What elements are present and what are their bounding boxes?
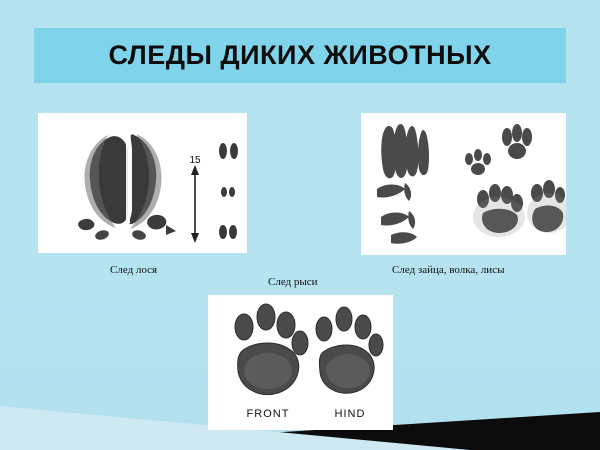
- caption-moose: След лося: [110, 264, 158, 276]
- page-title: СЛЕДЫ ДИКИХ ЖИВОТНЫХ: [108, 40, 492, 70]
- caption-lynx: След рыси: [268, 276, 318, 288]
- image-lynx-tracks: [208, 295, 393, 430]
- image-moose-track: [38, 113, 247, 253]
- lynx-front-label: FRONT: [246, 408, 290, 420]
- title-banner: [34, 28, 566, 83]
- measure-label: 15: [189, 155, 201, 166]
- image-hare-wolf-fox-tracks: [361, 113, 566, 255]
- lynx-hind-label: HIND: [334, 408, 366, 420]
- caption-hare-wolf-fox: След зайца, волка, лисы: [392, 264, 505, 276]
